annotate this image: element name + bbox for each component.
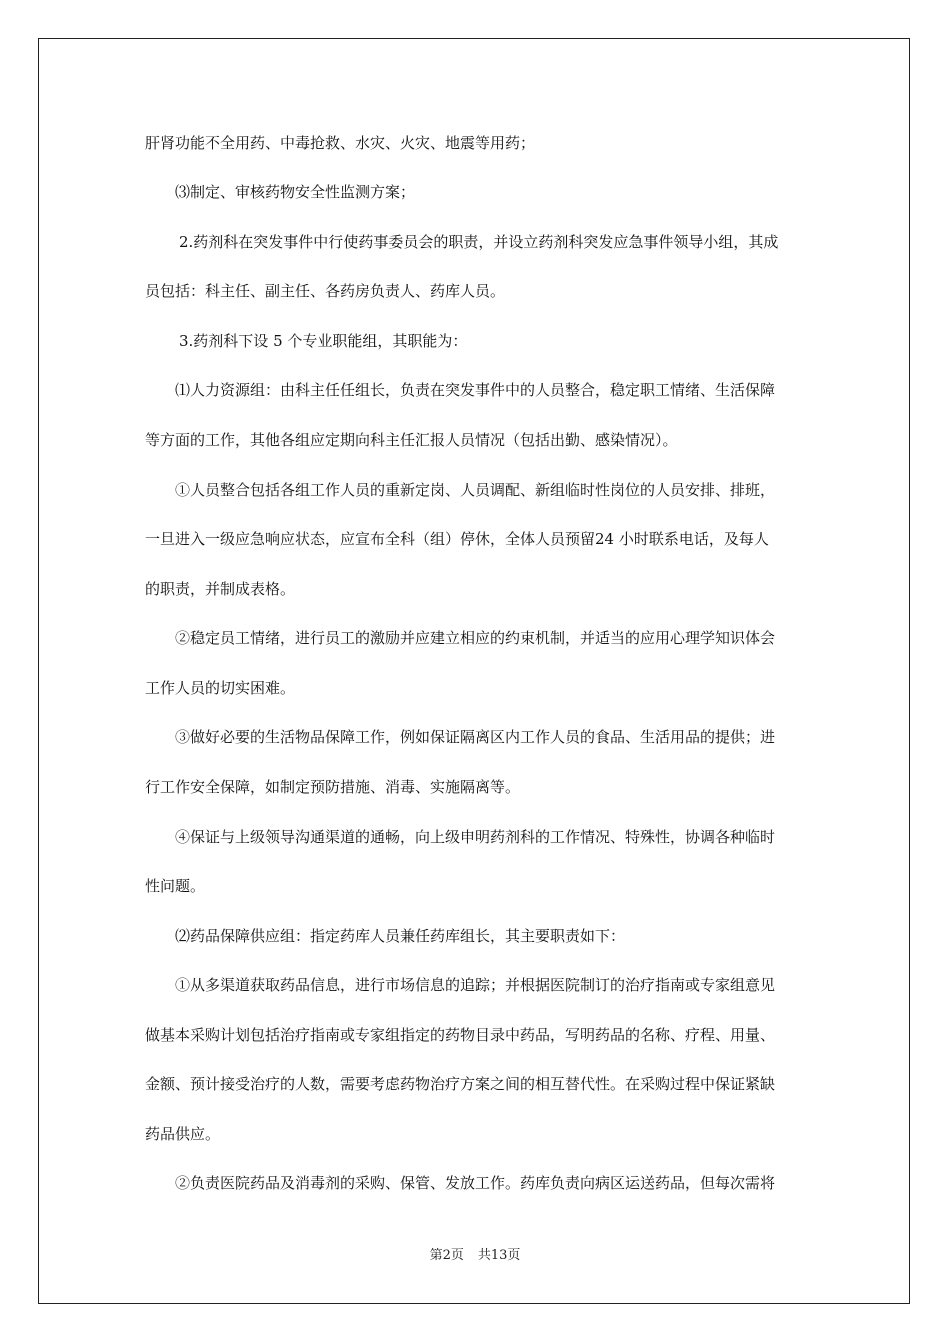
- paragraph-line: ①人员整合包括各组工作人员的重新定岗、人员调配、新组临时性岗位的人员安排、排班，: [175, 481, 776, 499]
- paragraph-line: 工作人员的切实困难。: [145, 679, 296, 697]
- paragraph-line: 肝肾功能不全用药、中毒抢救、水灾、火灾、地震等用药；: [145, 134, 536, 152]
- paragraph-line: 一旦进入一级应急响应状态，应宣布全科（组）停休，全体人员预留24 小时联系电话，及每人: [145, 530, 769, 548]
- paragraph-line: 2.药剂科在突发事件中行使药事委员会的职责，并设立药剂科突发应急事件领导小组，其成: [179, 233, 779, 251]
- page-border: [38, 38, 910, 1304]
- paragraph-line: 员包括：科主任、副主任、各药房负责人、药库人员。: [145, 282, 506, 300]
- paragraph-line: ④保证与上级领导沟通渠道的通畅，向上级申明药剂科的工作情况、特殊性，协调各种临时: [175, 828, 776, 846]
- page-number: 第2页: [429, 1248, 464, 1263]
- paragraph-line: 做基本采购计划包括治疗指南或专家组指定的药物目录中药品，写明药品的名称、疗程、用量、: [145, 1026, 776, 1044]
- paragraph-line: ⑴人力资源组：由科主任任组长，负责在突发事件中的人员整合，稳定职工情绪、生活保障: [175, 381, 776, 399]
- paragraph-line: 3.药剂科下设 5 个专业职能组，其职能为：: [179, 332, 468, 350]
- paragraph-line: ③做好必要的生活物品保障工作，例如保证隔离区内工作人员的食品、生活用品的提供；进: [175, 728, 776, 746]
- paragraph-line: 金额、预计接受治疗的人数，需要考虑药物治疗方案之间的相互替代性。在采购过程中保证紧缺: [145, 1075, 776, 1093]
- page-footer: [0, 1247, 950, 1265]
- paragraph-line: ②稳定员工情绪，进行员工的激励并应建立相应的约束机制，并适当的应用心理学知识体会: [175, 629, 776, 647]
- paragraph-line: 等方面的工作，其他各组应定期向科主任汇报人员情况（包括出勤、感染情况）。: [145, 431, 678, 449]
- paragraph-line: ⑵药品保障供应组：指定药库人员兼任药库组长，其主要职责如下：: [175, 927, 626, 945]
- paragraph-line: ①从多渠道获取药品信息，进行市场信息的追踪；并根据医院制订的治疗指南或专家组意见: [175, 976, 776, 994]
- paragraph-line: 行工作安全保障，如制定预防措施、消毒、实施隔离等。: [145, 778, 521, 796]
- paragraph-line: 药品供应。: [145, 1125, 221, 1143]
- page-total: 共13页: [477, 1248, 521, 1263]
- paragraph-line: 的职责，并制成表格。: [145, 580, 296, 598]
- paragraph-line: ②负责医院药品及消毒剂的采购、保管、发放工作。药库负责向病区运送药品，但每次需将: [175, 1174, 776, 1192]
- paragraph-line: 性问题。: [145, 877, 206, 895]
- paragraph-line: ⑶制定、审核药物安全性监测方案；: [175, 183, 416, 201]
